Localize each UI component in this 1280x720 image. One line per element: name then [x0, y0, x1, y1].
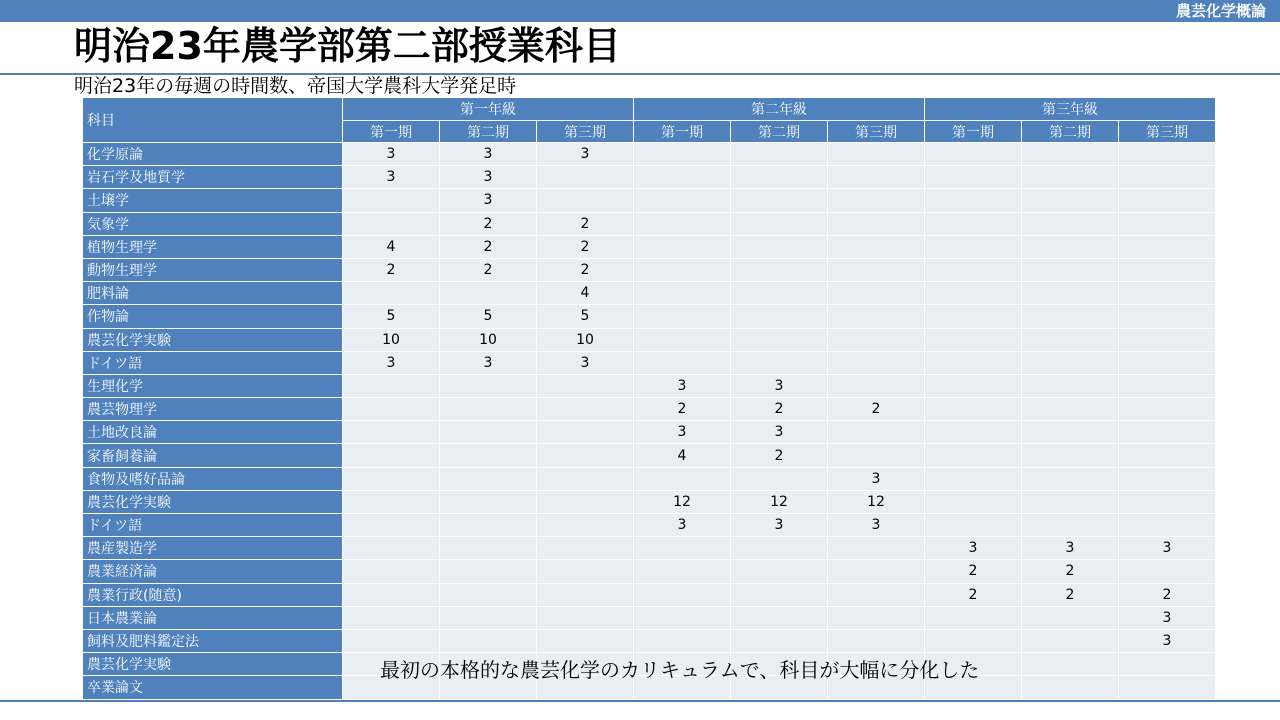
- hours-cell: [440, 282, 537, 305]
- hours-cell: 2: [925, 560, 1022, 583]
- hours-cell: [731, 560, 828, 583]
- hours-cell: [1119, 398, 1216, 421]
- hours-cell: [1119, 305, 1216, 328]
- subject-cell: 動物生理学: [83, 258, 343, 281]
- hours-cell: 2: [731, 444, 828, 467]
- hours-cell: [828, 282, 925, 305]
- subject-cell: ドイツ語: [83, 514, 343, 537]
- hours-cell: [634, 351, 731, 374]
- table-row: [83, 305, 1216, 328]
- hours-cell: [1022, 212, 1119, 235]
- hours-cell: 5: [440, 305, 537, 328]
- subject-cell: 農芸化学実験: [83, 490, 343, 513]
- slide-title: 明治23年農学部第二部授業科目: [74, 24, 621, 68]
- subject-cell: ドイツ語: [83, 351, 343, 374]
- curriculum-table: [82, 97, 1216, 700]
- hours-cell: 3: [537, 351, 634, 374]
- hours-cell: [828, 189, 925, 212]
- hours-cell: [925, 490, 1022, 513]
- top-bar: [0, 0, 1280, 22]
- hours-cell: [1022, 606, 1119, 629]
- hours-cell: [1119, 212, 1216, 235]
- hours-cell: 2: [634, 398, 731, 421]
- hours-cell: [828, 606, 925, 629]
- hours-cell: [828, 629, 925, 652]
- hours-cell: 5: [343, 305, 440, 328]
- hours-cell: 2: [537, 258, 634, 281]
- hours-cell: [925, 166, 1022, 189]
- hours-cell: 10: [537, 328, 634, 351]
- hours-cell: [634, 143, 731, 166]
- hours-cell: 3: [1022, 537, 1119, 560]
- hours-cell: [731, 212, 828, 235]
- hours-cell: [1119, 676, 1216, 699]
- hours-cell: [537, 374, 634, 397]
- term-header: 第三期: [1119, 121, 1216, 143]
- subject-cell: 飼料及肥料鑑定法: [83, 629, 343, 652]
- hours-cell: 3: [731, 421, 828, 444]
- hours-cell: [731, 282, 828, 305]
- hours-cell: 12: [731, 490, 828, 513]
- term-header: 第三期: [828, 121, 925, 143]
- hours-cell: [634, 560, 731, 583]
- hours-cell: [343, 374, 440, 397]
- table-row: [83, 374, 1216, 397]
- bottom-divider: [0, 700, 1280, 702]
- hours-cell: 3: [925, 537, 1022, 560]
- hours-cell: [1022, 421, 1119, 444]
- hours-cell: [634, 328, 731, 351]
- hours-cell: 2: [925, 583, 1022, 606]
- hours-cell: 4: [343, 235, 440, 258]
- subject-cell: 卒業論文: [83, 676, 343, 699]
- subject-cell: 土地改良論: [83, 421, 343, 444]
- subject-cell: 化学原論: [83, 143, 343, 166]
- year-header-2: 第二年級: [634, 98, 925, 121]
- table-body: [83, 143, 1216, 700]
- hours-cell: [343, 189, 440, 212]
- hours-cell: [343, 421, 440, 444]
- hours-cell: [1119, 189, 1216, 212]
- hours-cell: [1119, 374, 1216, 397]
- table-row: [83, 467, 1216, 490]
- hours-cell: 3: [731, 374, 828, 397]
- hours-cell: 2: [828, 398, 925, 421]
- hours-cell: [1022, 444, 1119, 467]
- hours-cell: [925, 305, 1022, 328]
- hours-cell: [925, 351, 1022, 374]
- hours-cell: [537, 398, 634, 421]
- hours-cell: [1022, 235, 1119, 258]
- table-row: [83, 421, 1216, 444]
- table-row: [83, 537, 1216, 560]
- hours-cell: [731, 467, 828, 490]
- hours-cell: 2: [537, 235, 634, 258]
- hours-cell: 3: [343, 166, 440, 189]
- hours-cell: [731, 235, 828, 258]
- hours-cell: [1119, 258, 1216, 281]
- table-row: [83, 444, 1216, 467]
- term-header: 第二期: [440, 121, 537, 143]
- hours-cell: [440, 606, 537, 629]
- hours-cell: [537, 560, 634, 583]
- table-row: [83, 351, 1216, 374]
- hours-cell: 3: [440, 166, 537, 189]
- subject-cell: 生理化学: [83, 374, 343, 397]
- hours-cell: [440, 583, 537, 606]
- hours-cell: [731, 305, 828, 328]
- hours-cell: [925, 212, 1022, 235]
- subject-cell: 農芸物理学: [83, 398, 343, 421]
- hours-cell: [731, 189, 828, 212]
- table-row: [83, 143, 1216, 166]
- hours-cell: [1022, 305, 1119, 328]
- hours-cell: [634, 606, 731, 629]
- table-row: [83, 629, 1216, 652]
- subject-cell: 家畜飼養論: [83, 444, 343, 467]
- hours-cell: 4: [537, 282, 634, 305]
- hours-cell: [925, 258, 1022, 281]
- hours-cell: [1119, 282, 1216, 305]
- hours-cell: [828, 166, 925, 189]
- hours-cell: [1119, 560, 1216, 583]
- hours-cell: 3: [343, 351, 440, 374]
- hours-cell: 3: [1119, 606, 1216, 629]
- hours-cell: [731, 583, 828, 606]
- hours-cell: [925, 328, 1022, 351]
- hours-cell: [925, 514, 1022, 537]
- hours-cell: [537, 490, 634, 513]
- hours-cell: [1022, 653, 1119, 676]
- hours-cell: 3: [440, 189, 537, 212]
- hours-cell: [925, 143, 1022, 166]
- hours-cell: [440, 444, 537, 467]
- hours-cell: [440, 560, 537, 583]
- hours-cell: [828, 143, 925, 166]
- hours-cell: [343, 537, 440, 560]
- hours-cell: [925, 629, 1022, 652]
- hours-cell: 2: [1119, 583, 1216, 606]
- hours-cell: [343, 606, 440, 629]
- hours-cell: [828, 583, 925, 606]
- subject-cell: 作物論: [83, 305, 343, 328]
- table-row: [83, 328, 1216, 351]
- subject-cell: 土壌学: [83, 189, 343, 212]
- hours-cell: [1022, 328, 1119, 351]
- hours-cell: [731, 328, 828, 351]
- hours-cell: [828, 235, 925, 258]
- subject-cell: 農芸化学実験: [83, 328, 343, 351]
- table-row: [83, 606, 1216, 629]
- hours-cell: [440, 514, 537, 537]
- hours-cell: [343, 514, 440, 537]
- hours-cell: [828, 444, 925, 467]
- hours-cell: 2: [1022, 583, 1119, 606]
- hours-cell: 3: [634, 514, 731, 537]
- hours-cell: [537, 189, 634, 212]
- hours-cell: [1022, 676, 1119, 699]
- subject-cell: 植物生理学: [83, 235, 343, 258]
- hours-cell: [731, 351, 828, 374]
- hours-cell: [828, 328, 925, 351]
- hours-cell: [828, 212, 925, 235]
- term-header: 第一期: [925, 121, 1022, 143]
- hours-cell: [731, 537, 828, 560]
- table-row: [83, 212, 1216, 235]
- hours-cell: [828, 305, 925, 328]
- hours-cell: 5: [537, 305, 634, 328]
- term-header: 第一期: [634, 121, 731, 143]
- year-header-3: 第三年級: [925, 98, 1216, 121]
- subject-cell: 日本農業論: [83, 606, 343, 629]
- hours-cell: [537, 467, 634, 490]
- hours-cell: [343, 490, 440, 513]
- hours-cell: [731, 629, 828, 652]
- table-row: [83, 282, 1216, 305]
- hours-cell: [1022, 374, 1119, 397]
- hours-cell: [440, 398, 537, 421]
- hours-cell: 3: [731, 514, 828, 537]
- term-header: 第二期: [731, 121, 828, 143]
- hours-cell: [828, 537, 925, 560]
- hours-cell: [1022, 282, 1119, 305]
- hours-cell: [634, 629, 731, 652]
- hours-cell: [537, 606, 634, 629]
- hours-cell: [537, 421, 634, 444]
- hours-cell: [925, 398, 1022, 421]
- hours-cell: [925, 235, 1022, 258]
- hours-cell: 2: [731, 398, 828, 421]
- hours-cell: [828, 374, 925, 397]
- hours-cell: [537, 444, 634, 467]
- hours-cell: [925, 282, 1022, 305]
- hours-cell: [634, 583, 731, 606]
- hours-cell: [731, 166, 828, 189]
- hours-cell: [634, 305, 731, 328]
- hours-cell: [440, 629, 537, 652]
- hours-cell: 3: [440, 351, 537, 374]
- slide-caption: 最初の本格的な農芸化学のカリキュラムで、科目が大幅に分化した: [380, 658, 980, 682]
- hours-cell: [440, 490, 537, 513]
- hours-cell: [343, 398, 440, 421]
- hours-cell: [925, 421, 1022, 444]
- hours-cell: [1119, 467, 1216, 490]
- hours-cell: [343, 467, 440, 490]
- hours-cell: [634, 282, 731, 305]
- hours-cell: [1022, 490, 1119, 513]
- hours-cell: [925, 444, 1022, 467]
- hours-cell: [1022, 166, 1119, 189]
- hours-cell: [1119, 328, 1216, 351]
- hours-cell: [634, 212, 731, 235]
- hours-cell: [1119, 490, 1216, 513]
- hours-cell: [731, 606, 828, 629]
- hours-cell: [440, 537, 537, 560]
- hours-cell: 3: [1119, 537, 1216, 560]
- hours-cell: [343, 583, 440, 606]
- hours-cell: [440, 374, 537, 397]
- term-header: 第三期: [537, 121, 634, 143]
- hours-cell: [537, 583, 634, 606]
- hours-cell: 4: [634, 444, 731, 467]
- table-row: [83, 490, 1216, 513]
- table-row: [83, 398, 1216, 421]
- subject-cell: 農業行政(随意): [83, 583, 343, 606]
- hours-cell: 3: [537, 143, 634, 166]
- term-header: 第二期: [1022, 121, 1119, 143]
- hours-cell: [1119, 421, 1216, 444]
- hours-cell: [537, 166, 634, 189]
- hours-cell: [343, 282, 440, 305]
- hours-cell: 10: [343, 328, 440, 351]
- table-row: [83, 166, 1216, 189]
- hours-cell: [1022, 351, 1119, 374]
- hours-cell: [925, 606, 1022, 629]
- subject-cell: 農芸化学実験: [83, 653, 343, 676]
- hours-cell: [537, 629, 634, 652]
- table-row: [83, 235, 1216, 258]
- hours-cell: [731, 258, 828, 281]
- table-row: [83, 189, 1216, 212]
- hours-cell: [828, 258, 925, 281]
- hours-cell: [343, 629, 440, 652]
- subject-cell: 気象学: [83, 212, 343, 235]
- hours-cell: [634, 235, 731, 258]
- subject-cell: 農産製造学: [83, 537, 343, 560]
- subject-cell: 肥料論: [83, 282, 343, 305]
- hours-cell: 2: [440, 235, 537, 258]
- hours-cell: [1022, 143, 1119, 166]
- table-row: [83, 583, 1216, 606]
- course-name: 農芸化学概論: [1175, 2, 1266, 20]
- hours-cell: [1119, 444, 1216, 467]
- hours-cell: [634, 467, 731, 490]
- table-row: [83, 514, 1216, 537]
- hours-cell: [440, 421, 537, 444]
- hours-cell: 3: [440, 143, 537, 166]
- hours-cell: [537, 514, 634, 537]
- hours-cell: [731, 143, 828, 166]
- hours-cell: 12: [634, 490, 731, 513]
- hours-cell: [1119, 143, 1216, 166]
- hours-cell: [925, 467, 1022, 490]
- hours-cell: [925, 374, 1022, 397]
- hours-cell: [634, 189, 731, 212]
- table-row: [83, 258, 1216, 281]
- hours-cell: [1022, 629, 1119, 652]
- hours-cell: [828, 421, 925, 444]
- hours-cell: [634, 166, 731, 189]
- hours-cell: 2: [343, 258, 440, 281]
- hours-cell: 10: [440, 328, 537, 351]
- hours-cell: 2: [440, 212, 537, 235]
- subject-cell: 岩石学及地質学: [83, 166, 343, 189]
- hours-cell: 3: [634, 421, 731, 444]
- hours-cell: [343, 212, 440, 235]
- hours-cell: [828, 351, 925, 374]
- hours-cell: [1022, 514, 1119, 537]
- subject-column-header: 科目: [83, 98, 343, 143]
- hours-cell: [440, 467, 537, 490]
- hours-cell: [1119, 235, 1216, 258]
- hours-cell: [343, 560, 440, 583]
- hours-cell: 3: [828, 514, 925, 537]
- hours-cell: [537, 537, 634, 560]
- hours-cell: [1022, 189, 1119, 212]
- hours-cell: [1119, 166, 1216, 189]
- table-row: [83, 560, 1216, 583]
- hours-cell: [1119, 514, 1216, 537]
- hours-cell: [343, 444, 440, 467]
- slide-subtitle: 明治23年の毎週の時間数、帝国大学農科大学発足時: [74, 75, 517, 97]
- subject-cell: 農業経済論: [83, 560, 343, 583]
- hours-cell: [1022, 398, 1119, 421]
- subject-cell: 食物及嗜好品論: [83, 467, 343, 490]
- term-header: 第一期: [343, 121, 440, 143]
- hours-cell: [634, 258, 731, 281]
- hours-cell: [1022, 258, 1119, 281]
- hours-cell: [1022, 467, 1119, 490]
- hours-cell: [828, 560, 925, 583]
- hours-cell: 3: [343, 143, 440, 166]
- hours-cell: [1119, 351, 1216, 374]
- hours-cell: 2: [537, 212, 634, 235]
- hours-cell: 3: [634, 374, 731, 397]
- hours-cell: 3: [828, 467, 925, 490]
- hours-cell: [1119, 653, 1216, 676]
- hours-cell: 2: [440, 258, 537, 281]
- hours-cell: [634, 537, 731, 560]
- hours-cell: 12: [828, 490, 925, 513]
- year-header-1: 第一年級: [343, 98, 634, 121]
- hours-cell: [925, 189, 1022, 212]
- hours-cell: 3: [1119, 629, 1216, 652]
- hours-cell: 2: [1022, 560, 1119, 583]
